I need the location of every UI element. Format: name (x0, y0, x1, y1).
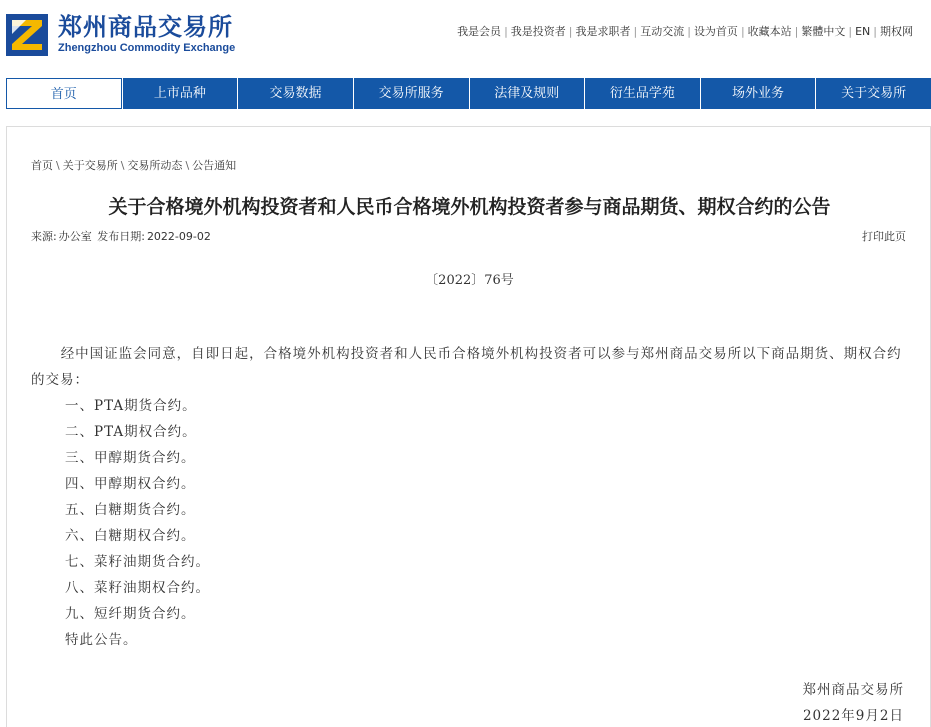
article-meta (31, 230, 213, 244)
intro-paragraph: 经中国证监会同意，自即日起，合格境外机构投资者和人民币合格境外机构投资者可以参与郑州商品交易所以下商品期货、期权合约的交易： (31, 346, 902, 388)
nav-otc-business[interactable]: 场外业务 (700, 78, 816, 109)
signature-org: 郑州商品交易所 (802, 682, 904, 698)
breadcrumb-separator: \ (56, 159, 60, 172)
toplink-bookmark[interactable]: 收藏本站 (747, 25, 792, 38)
breadcrumb-about[interactable]: 关于交易所 (62, 159, 118, 172)
breadcrumb-separator: \ (120, 159, 125, 172)
nav-listed-products[interactable]: 上市品种 (122, 78, 238, 109)
toplink-separator: | (504, 25, 508, 38)
toplink-separator: | (848, 25, 853, 38)
article-container (6, 126, 931, 727)
closing-text: 特此公告。 (65, 632, 138, 648)
nav-laws-rules[interactable]: 法律及规则 (469, 78, 585, 109)
article-body (31, 341, 911, 653)
toplink-traditional-chinese[interactable]: 繁體中文 (801, 25, 846, 38)
toplink-options-site[interactable]: 期权网 (880, 25, 913, 38)
toplink-interaction[interactable]: 互动交流 (640, 25, 685, 38)
site-header (0, 0, 931, 78)
list-item: 五、白糖期货合约。 (65, 502, 196, 518)
toplink-separator: | (687, 25, 691, 38)
list-item: 一、PTA期货合约。 (65, 398, 197, 414)
top-links (457, 25, 913, 39)
toplink-separator: | (740, 25, 745, 38)
breadcrumb-separator: \ (185, 159, 190, 172)
toplink-set-homepage[interactable]: 设为首页 (693, 25, 738, 38)
breadcrumb (31, 159, 236, 173)
signature-block (704, 677, 904, 727)
signature-date: 2022年9月2日 (802, 708, 904, 724)
toplink-separator: | (794, 25, 799, 38)
nav-about-exchange[interactable]: 关于交易所 (815, 78, 931, 109)
list-item: 四、甲醇期权合约。 (65, 476, 196, 492)
nav-derivatives-academy[interactable]: 衍生品学苑 (584, 78, 700, 109)
toplink-separator: | (568, 25, 573, 38)
zce-logo-icon[interactable] (6, 14, 48, 56)
brand-name-en[interactable]: Zhengzhou Commodity Exchange (58, 42, 236, 54)
breadcrumb-home[interactable]: 首页 (31, 159, 53, 172)
toplink-separator: | (873, 25, 877, 38)
list-item: 二、PTA期权合约。 (65, 424, 197, 440)
list-item: 七、菜籽油期货合约。 (65, 554, 210, 570)
document-number: 〔2022〕76号 (425, 273, 514, 288)
nav-exchange-services[interactable]: 交易所服务 (353, 78, 469, 109)
main-nav (6, 78, 931, 109)
article-title: 关于合格境外机构投资者和人民币合格境外机构投资者参与商品期货、期权合约的公告 (108, 196, 831, 218)
date-value: 2022-09-02 (146, 230, 211, 243)
nav-home[interactable]: 首页 (6, 78, 122, 109)
toplink-separator: | (633, 25, 638, 38)
toplink-jobseeker[interactable]: 我是求职者 (575, 25, 631, 38)
source-value: 办公室 (58, 230, 92, 243)
list-item: 八、菜籽油期权合约。 (65, 580, 210, 596)
list-item: 九、短纤期货合约。 (65, 606, 196, 622)
date-label: 发布日期: (97, 230, 145, 243)
list-item: 六、白糖期权合约。 (65, 528, 196, 544)
brand-name-cn[interactable]: 郑州商品交易所 (58, 13, 233, 41)
nav-trading-data[interactable]: 交易数据 (237, 78, 353, 109)
breadcrumb-news[interactable]: 交易所动态 (127, 159, 183, 172)
toplink-investor[interactable]: 我是投资者 (510, 25, 566, 38)
list-item: 三、甲醇期货合约。 (65, 450, 196, 466)
breadcrumb-notices[interactable]: 公告通知 (192, 159, 237, 172)
print-page-link[interactable]: 打印此页 (862, 230, 906, 243)
source-label: 来源: (31, 230, 57, 243)
toplink-member[interactable]: 我是会员 (457, 25, 502, 38)
toplink-english[interactable]: EN (855, 25, 871, 38)
